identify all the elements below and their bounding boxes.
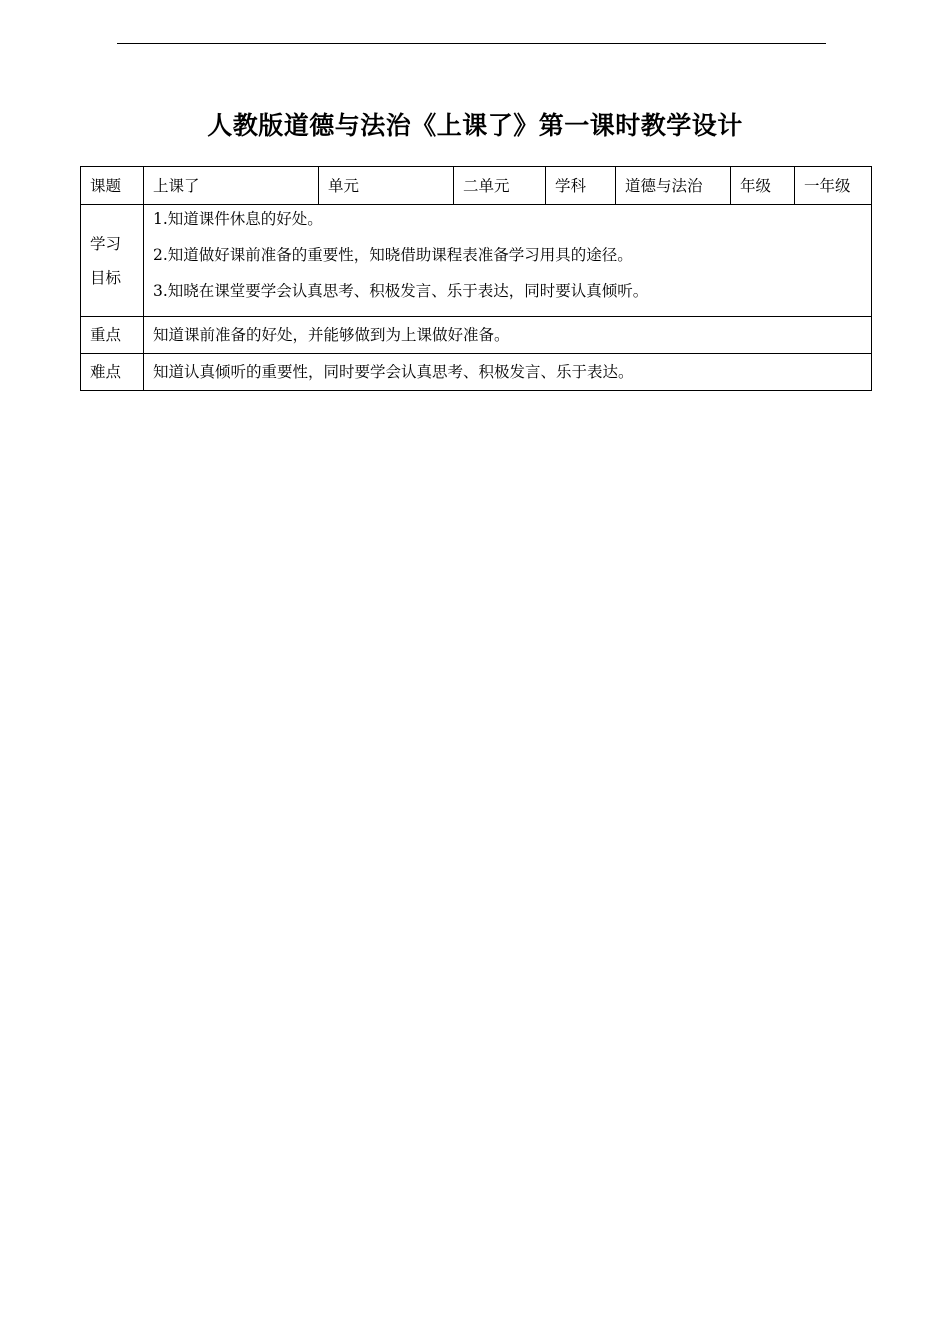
topic-value: 上课了 xyxy=(144,167,319,205)
goals-label-line1: 学习 xyxy=(90,234,122,253)
difficult-point-label: 难点 xyxy=(81,354,144,391)
subject-value: 道德与法治 xyxy=(616,167,731,205)
topic-label: 课题 xyxy=(81,167,144,205)
goal-item: 1.知道课件休息的好处。 xyxy=(153,210,323,228)
grade-label: 年级 xyxy=(731,167,795,205)
goal-item: 2.知道做好课前准备的重要性，知晓借助课程表准备学习用具的途径。 xyxy=(153,246,633,264)
key-point-value: 知道课前准备的好处，并能够做到为上课做好准备。 xyxy=(144,317,872,354)
unit-label: 单元 xyxy=(319,167,454,205)
subject-label: 学科 xyxy=(546,167,616,205)
lesson-plan-table xyxy=(80,166,872,391)
difficult-point-row xyxy=(81,354,872,391)
key-point-row xyxy=(81,317,872,354)
difficult-point-value: 知道认真倾听的重要性，同时要学会认真思考、积极发言、乐于表达。 xyxy=(144,354,872,391)
goals-row xyxy=(81,205,872,317)
document-title: 人教版道德与法治《上课了》第一课时教学设计 xyxy=(207,111,743,140)
grade-value: 一年级 xyxy=(795,167,872,205)
goals-list xyxy=(144,205,872,317)
header-row xyxy=(81,167,872,205)
key-point-label: 重点 xyxy=(81,317,144,354)
goals-label xyxy=(81,205,144,317)
unit-value: 二单元 xyxy=(454,167,546,205)
goal-item: 3.知晓在课堂要学会认真思考、积极发言、乐于表达，同时要认真倾听。 xyxy=(153,282,649,300)
header-rule xyxy=(117,43,826,44)
goals-label-line2: 目标 xyxy=(90,268,122,287)
